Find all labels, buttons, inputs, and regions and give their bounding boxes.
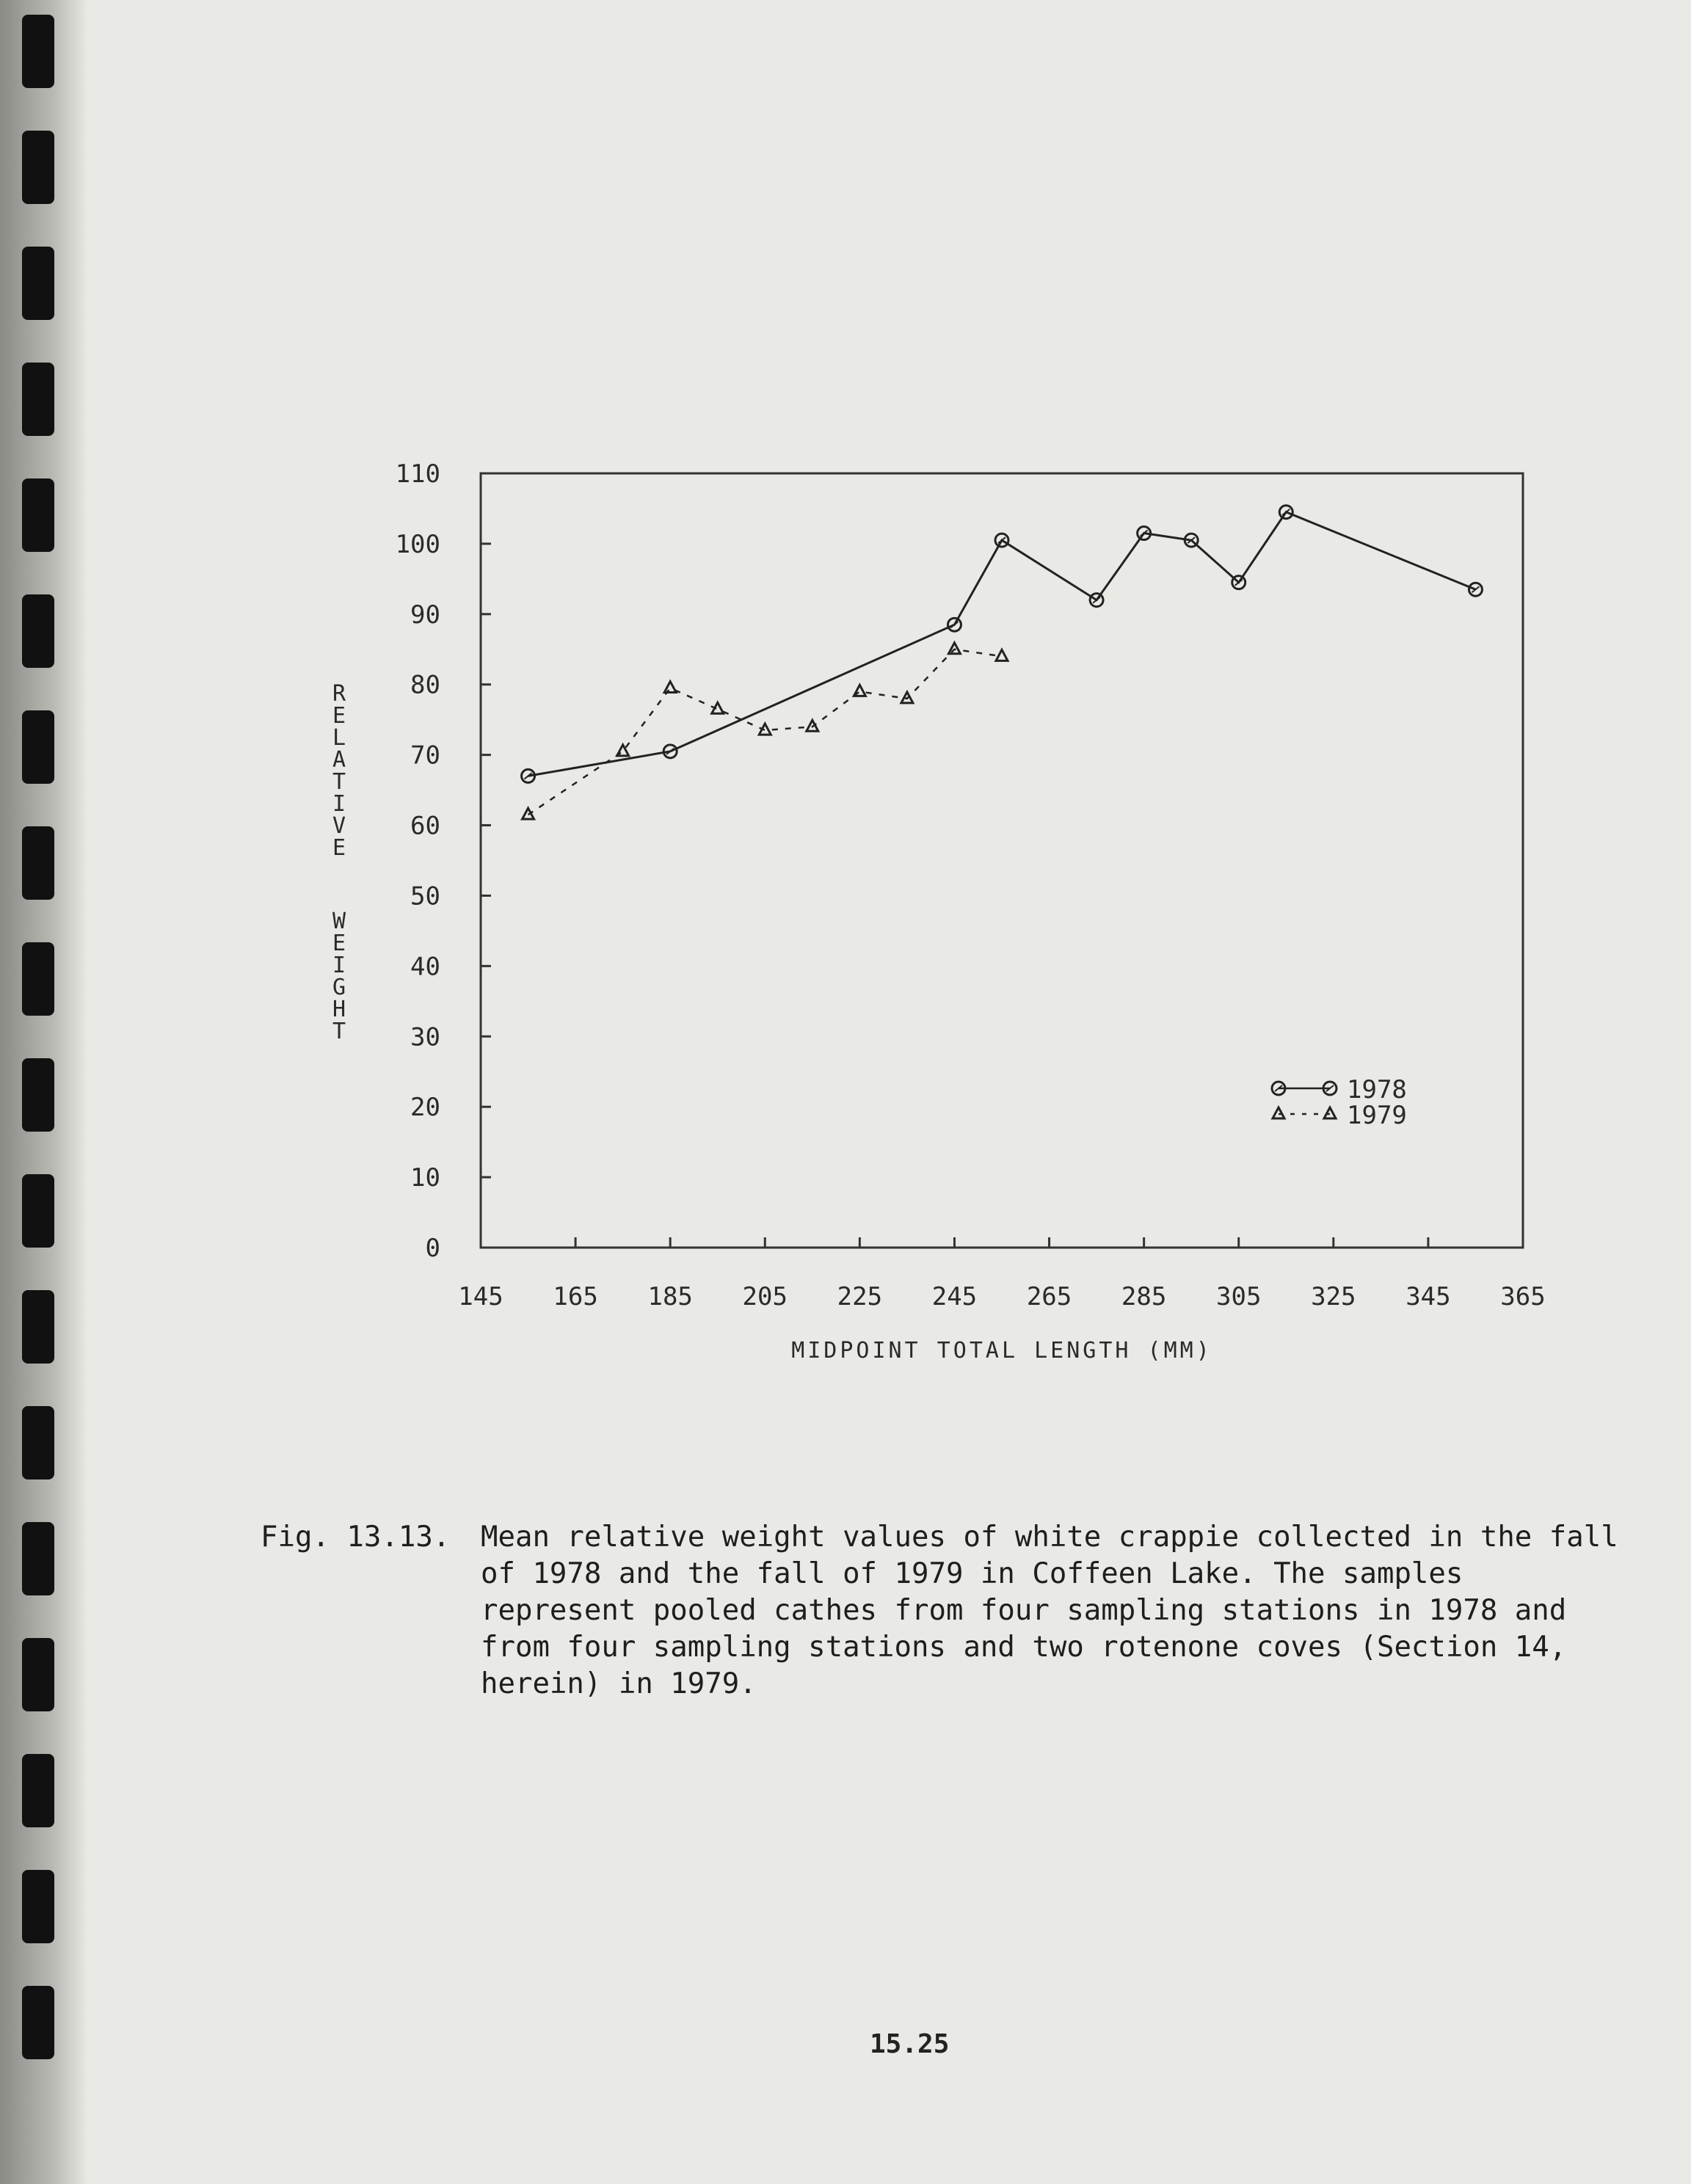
legend <box>1272 1075 1407 1130</box>
x-tick-label: 245 <box>931 1282 978 1311</box>
y-tick-label: 90 <box>410 600 440 630</box>
y-tick-label: 40 <box>410 952 440 982</box>
x-tick-label: 325 <box>1311 1282 1356 1311</box>
legend-label: 1979 <box>1347 1101 1407 1130</box>
x-axis-label: MIDPOINT TOTAL LENGTH (MM) <box>791 1338 1212 1364</box>
data-point-1979 <box>759 724 771 735</box>
x-tick-label: 285 <box>1121 1282 1167 1311</box>
series-line-1978 <box>528 512 1476 776</box>
caption-text: Mean relative weight values of white crappie collected in the fall of 1978 and the fall of 1979 in Coffeen Lake. The samples represent pooled cathes from four sampling stations in 1978 and from four sampling stations and two rotenone coves (Section 14, herein) in 1979. <box>481 1521 1618 1700</box>
x-tick-label: 265 <box>1026 1282 1072 1311</box>
x-tick-label: 165 <box>553 1282 598 1311</box>
x-tick-label: 225 <box>837 1282 883 1311</box>
page-number: 15.25 <box>870 2029 950 2059</box>
y-tick-label: 100 <box>395 529 440 559</box>
data-point-1979 <box>996 649 1008 660</box>
y-tick-label: 70 <box>410 740 440 771</box>
y-tick-label: 60 <box>410 811 440 841</box>
data-point-1979 <box>1324 1107 1336 1118</box>
series-layer <box>522 506 1483 819</box>
caption-label: Fig. 13.13. <box>261 1521 451 1554</box>
x-tick-label: 345 <box>1405 1282 1451 1311</box>
x-tick-label: 365 <box>1500 1282 1546 1311</box>
series-1979 <box>523 643 1008 819</box>
data-point-1979 <box>664 682 676 693</box>
plot-frame <box>481 473 1523 1248</box>
y-tick-label: 10 <box>410 1163 440 1193</box>
legend-item-1979 <box>1273 1101 1407 1130</box>
series-line-1979 <box>528 649 1002 815</box>
data-point-1979 <box>1273 1107 1284 1118</box>
data-point-1979 <box>854 685 865 696</box>
y-axis <box>396 459 491 1263</box>
y-tick-label: 0 <box>425 1234 440 1263</box>
data-point-1979 <box>712 702 724 713</box>
y-axis-label: R E L A T I V E W E I G H T <box>332 681 346 1044</box>
legend-item-1978 <box>1272 1075 1407 1104</box>
y-tick-label: 80 <box>410 670 440 700</box>
y-tick-label: 50 <box>410 881 440 911</box>
x-tick-label: 185 <box>647 1282 693 1311</box>
data-point-1979 <box>948 643 960 654</box>
legend-label: 1978 <box>1347 1075 1407 1104</box>
y-tick-label: 20 <box>410 1093 440 1123</box>
series-1978 <box>522 506 1483 783</box>
x-tick-label: 145 <box>458 1282 503 1311</box>
y-tick-label: 110 <box>395 459 440 489</box>
y-tick-label: 30 <box>410 1022 440 1052</box>
x-tick-label: 205 <box>742 1282 788 1311</box>
x-tick-label: 305 <box>1216 1282 1262 1311</box>
